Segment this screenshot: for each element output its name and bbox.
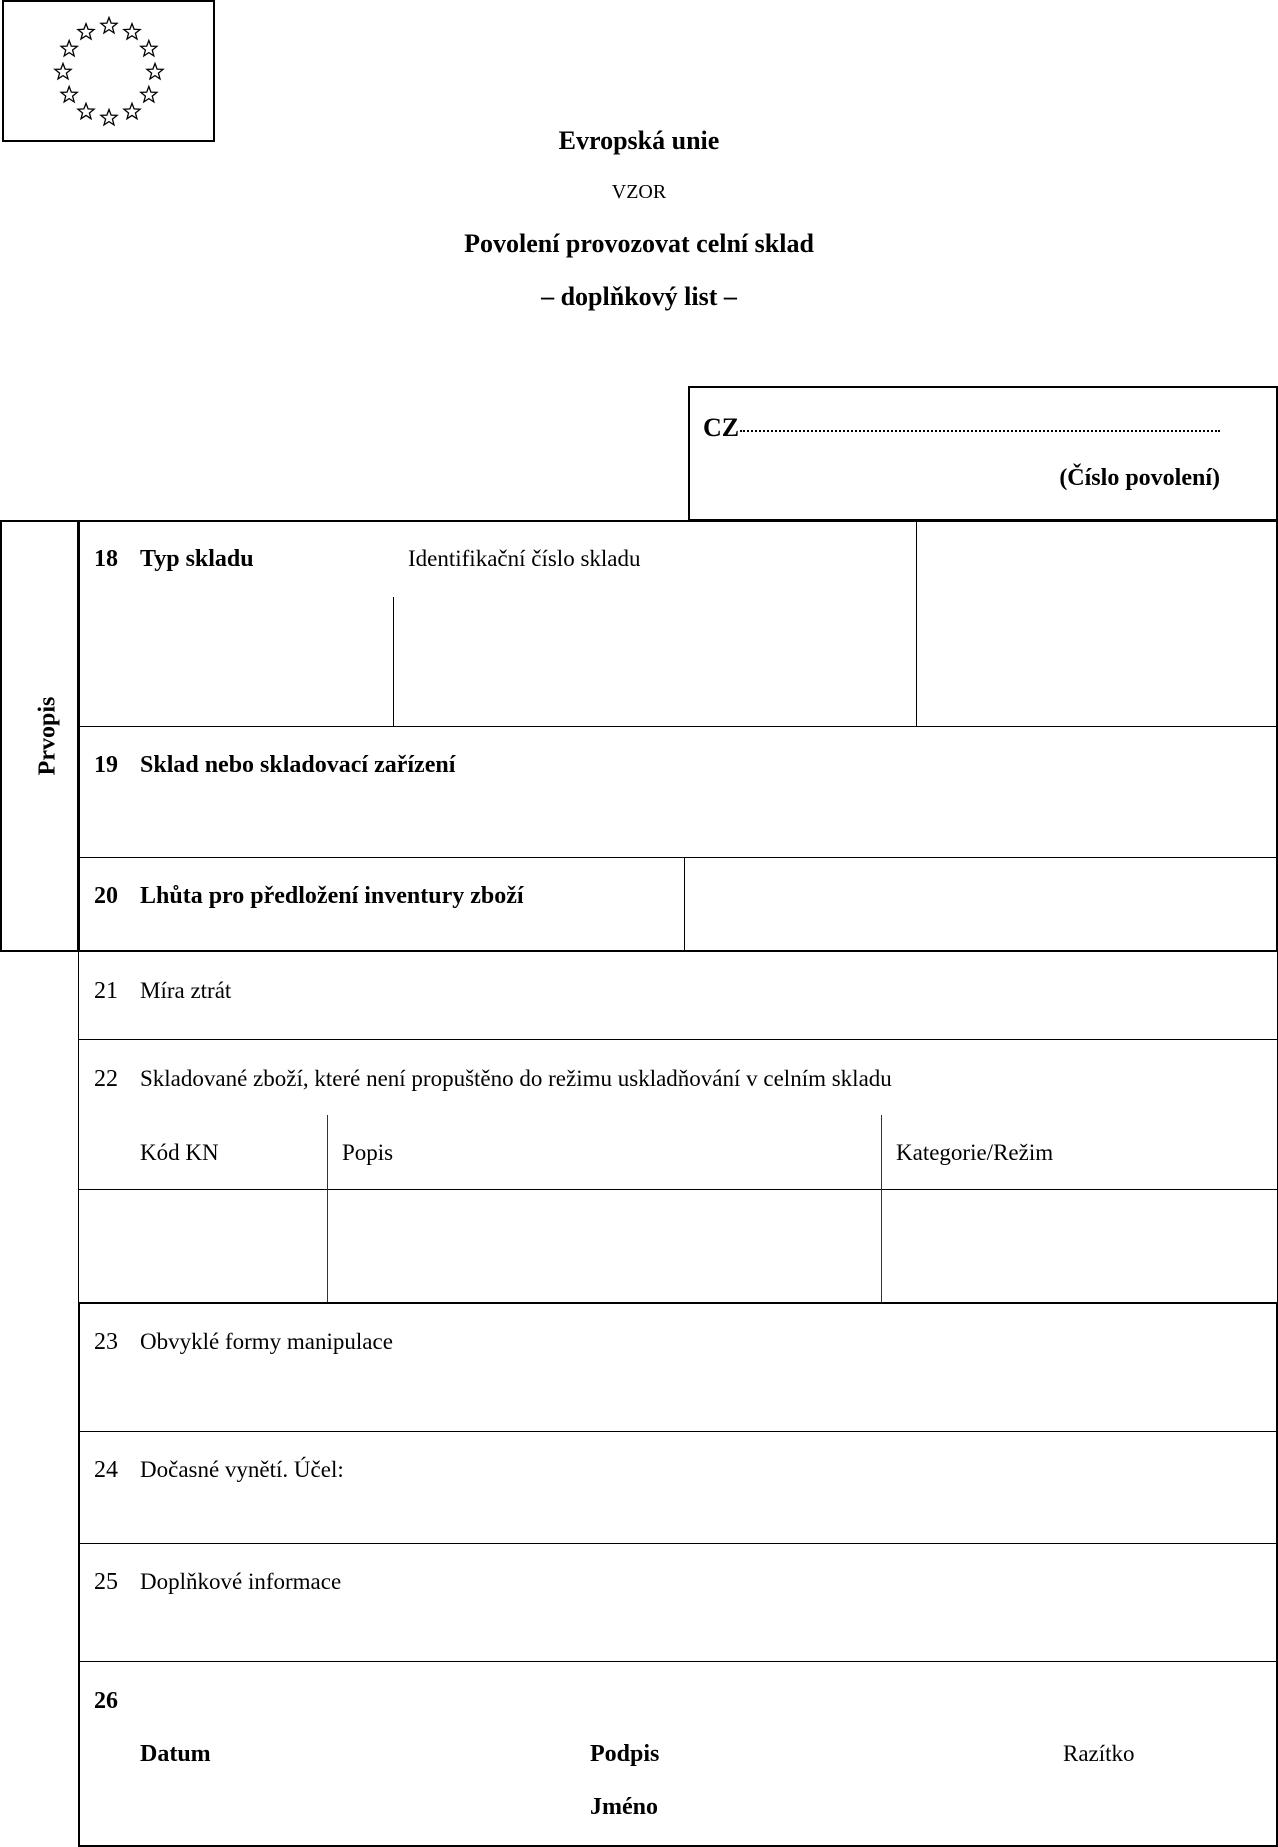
permit-number-dotted-line[interactable] [740, 430, 1220, 432]
field-18-label: Typ skladu [140, 546, 254, 572]
field-19-number: 19 [94, 752, 118, 778]
field-26-number: 26 [94, 1688, 118, 1714]
field-21-label: Míra ztrát [140, 978, 232, 1003]
star-icon [147, 64, 163, 79]
permit-prefix: CZ [703, 413, 740, 442]
page-subtitle: – doplňkový list – [541, 282, 737, 311]
stamp-label: Razítko [1063, 1741, 1135, 1766]
date-label: Datum [140, 1741, 211, 1767]
signature-label: Podpis [590, 1741, 660, 1767]
permit-number-box [688, 386, 1278, 521]
field-25-number: 25 [94, 1569, 118, 1595]
star-icon [61, 87, 77, 102]
star-icon [101, 18, 117, 33]
eu-flag [2, 0, 215, 142]
field-23-number: 23 [94, 1329, 118, 1355]
field-25-label: Doplňkové informace [140, 1569, 342, 1594]
field-24-label: Dočasné vynětí. Účel: [140, 1457, 344, 1482]
column-category: Kategorie/Režim [896, 1140, 1054, 1165]
field-21-number: 21 [94, 978, 118, 1004]
field-20-label: Lhůta pro předložení inventury zboží [140, 883, 524, 909]
page-title: Povolení provozovat celní sklad [464, 229, 814, 258]
column-cn-code: Kód KN [140, 1140, 219, 1165]
column-description: Popis [342, 1140, 394, 1165]
eu-stars-icon [4, 2, 213, 140]
cn-code-input[interactable] [82, 1194, 322, 1299]
star-icon [124, 103, 140, 118]
description-input[interactable] [332, 1194, 876, 1299]
field-22-number: 22 [94, 1066, 118, 1092]
union-heading: Evropská unie [558, 126, 720, 155]
star-icon [78, 103, 94, 118]
side-label: Prvopis [34, 696, 61, 776]
warehouse-id-input[interactable] [400, 590, 910, 720]
star-icon [78, 24, 94, 39]
inventory-deadline-input[interactable] [690, 862, 1270, 946]
warehouse-type-input[interactable] [90, 590, 388, 720]
star-icon [141, 87, 157, 102]
star-icon [141, 41, 157, 56]
field-18-number: 18 [94, 546, 118, 572]
field-19-label: Sklad nebo skladovací zařízení [140, 752, 456, 778]
star-icon [101, 110, 117, 125]
vzor-label: VZOR [611, 181, 667, 203]
star-icon [61, 41, 77, 56]
field-24-number: 24 [94, 1457, 118, 1483]
star-icon [124, 24, 140, 39]
category-input[interactable] [886, 1194, 1272, 1299]
permit-number-note: (Číslo povolení) [1059, 465, 1220, 491]
name-label: Jméno [590, 1794, 658, 1820]
field-22-label: Skladované zboží, které není propuštěno do režimu uskladňování v celním skladu [140, 1066, 892, 1091]
field-20-number: 20 [94, 883, 118, 909]
field-23-label: Obvyklé formy manipulace [140, 1329, 393, 1354]
star-icon [55, 64, 71, 79]
warehouse-id-label: Identifikační číslo skladu [408, 546, 641, 571]
